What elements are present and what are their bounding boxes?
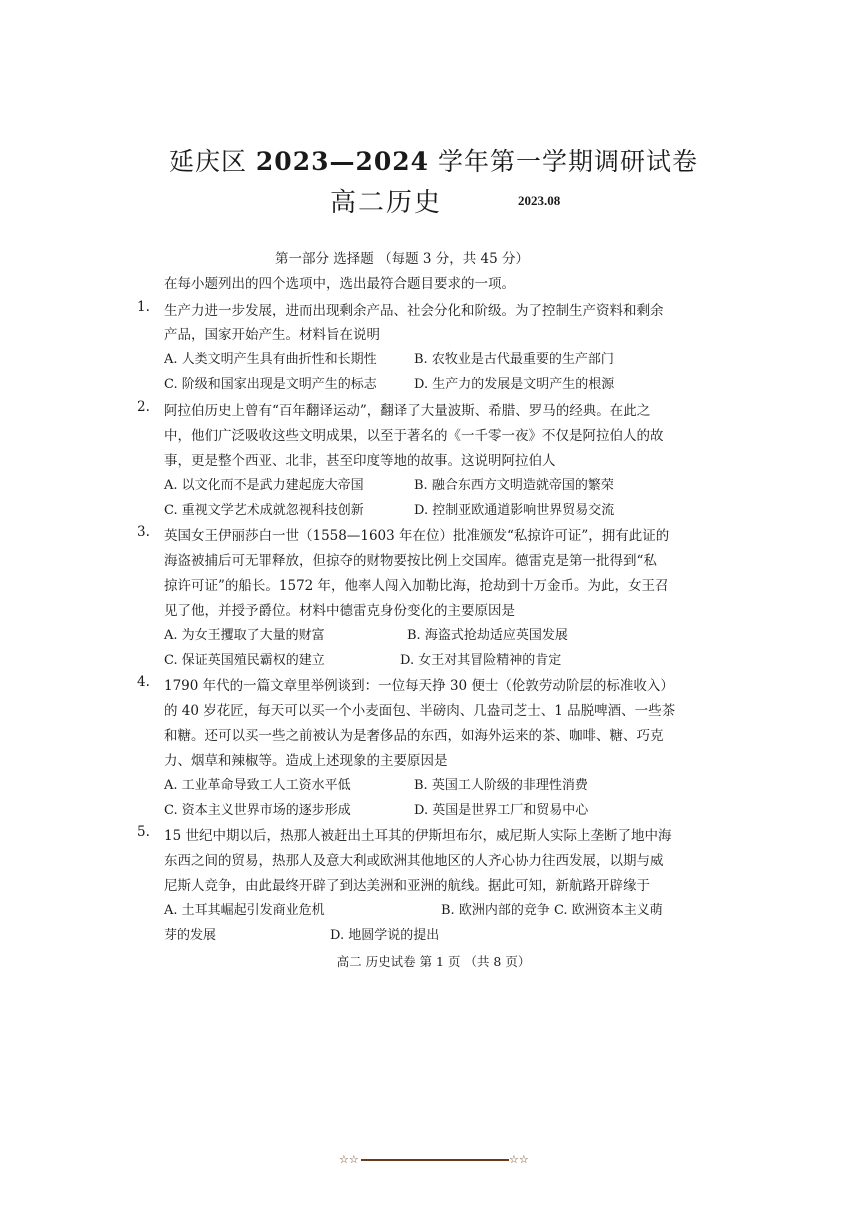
option-d: D. 女王对其冒险精神的肯定 <box>400 653 562 668</box>
subject-title: 高二历史 <box>330 188 443 218</box>
question-text-line: 力、烟草和辣椒等。造成上述现象的主要原因是 <box>164 753 448 769</box>
title-prefix: 延庆区 <box>168 147 256 176</box>
page-footer: 高二 历史试卷 第 1 页 （共 8 页） <box>336 954 531 969</box>
question-text-line: 海盗被捕后可无罪释放，但掠夺的财物要按比例上交国库。德雷克是第一批得到“私 <box>164 553 657 569</box>
option-b-c: B. 欧洲内部的竞争 C. 欧洲资本主义萌 <box>441 903 663 918</box>
question-text-line: 生产力进一步发展，进而出现剩余产品、社会分化和阶级。为了控制生产资料和剩余 <box>164 303 664 319</box>
question-number: 1. <box>137 299 150 315</box>
option-d: D. 英国是世界工厂和贸易中心 <box>414 803 589 818</box>
option-b: B. 英国工人阶级的非理性消费 <box>414 778 588 793</box>
option-a: A. 以文化而不是武力建起庞大帝国 <box>164 478 364 493</box>
question-number: 5. <box>137 824 150 840</box>
question-number: 3. <box>137 524 150 540</box>
title-years: 2023—2024 <box>255 147 430 176</box>
option-b: B. 融合东西方文明造就帝国的繁荣 <box>414 478 614 493</box>
option-a: A. 为女王攫取了大量的财富 <box>164 628 325 643</box>
question-text-line: 阿拉伯历史上曾有“百年翻译运动”，翻译了大量波斯、希腊、罗马的经典。在此之 <box>164 403 651 419</box>
option-c: C. 保证英国殖民霸权的建立 <box>164 653 325 668</box>
question-text-line: 中，他们广泛吸收这些文明成果，以至于著名的《一千零一夜》不仅是阿拉伯人的故 <box>164 428 664 444</box>
question-text-line: 的 40 岁花匠，每天可以买一个小麦面包、半磅肉、几盎司芝士、1 品脱啤酒、一些茶 <box>164 703 676 719</box>
question-text-line: 15 世纪中期以后，热那人被赶出土耳其的伊斯坦布尔，威尼斯人实际上垄断了地中海 <box>164 828 672 844</box>
question-text-line: 产品，国家开始产生。材料旨在说明 <box>164 327 380 343</box>
option-a: A. 土耳其崛起引发商业危机 <box>164 903 325 918</box>
question-text-line: 英国女王伊丽莎白一世（1558—1603 年在位）批准颁发“私掠许可证”，拥有此证的 <box>164 528 670 544</box>
option-d: D. 地圆学说的提出 <box>330 928 440 943</box>
option-d: D. 控制亚欧通道影响世界贸易交流 <box>414 503 615 518</box>
option-a: A. 工业革命导致工人工资水平低 <box>164 778 351 793</box>
divider-line <box>361 1159 509 1161</box>
title-suffix: 学年第一学期调研试卷 <box>429 147 699 176</box>
option-c: C. 资本主义世界市场的逐步形成 <box>164 803 351 818</box>
exam-title <box>0 142 867 178</box>
question-text-line: 和糖。还可以买一些之前被认为是奢侈品的东西，如海外运来的茶、咖啡、糖、巧克 <box>164 728 664 744</box>
option-c: C. 重视文学艺术成就忽视科技创新 <box>164 503 364 518</box>
decorative-divider <box>339 1152 531 1168</box>
question-text-line: 事，更是整个西亚、北非，甚至印度等地的故事。这说明阿拉伯人 <box>164 453 556 469</box>
option-d: D. 生产力的发展是文明产生的根源 <box>414 377 615 392</box>
option-c-continued: 芽的发展 <box>164 928 217 943</box>
option-b: B. 海盗式抢劫适应英国发展 <box>407 628 568 643</box>
question-text-line: 掠许可证”的船长。1572 年，他率人闯入加勒比海，抢劫到十万金币。为此，女王召 <box>164 578 669 594</box>
question-text-line: 1790 年代的一篇文章里举例谈到：一位每天挣 30 便士（伦敦劳动阶层的标准收入） <box>164 678 674 694</box>
question-number: 4. <box>137 674 150 690</box>
exam-date: 2023.08 <box>518 193 561 208</box>
question-number: 2. <box>137 399 150 415</box>
question-text-line: 尼斯人竞争，由此最终开辟了到达美洲和亚洲的航线。据此可知，新航路开辟缘于 <box>164 878 650 894</box>
section-heading: 第一部分 选择题 （每题 3 分，共 45 分） <box>275 251 530 267</box>
option-c: C. 阶级和国家出现是文明产生的标志 <box>164 377 377 392</box>
question-text-line: 见了他，并授予爵位。材料中德雷克身份变化的主要原因是 <box>164 603 515 619</box>
option-b: B. 农牧业是古代最重要的生产部门 <box>414 352 614 367</box>
option-a: A. 人类文明产生具有曲折性和长期性 <box>164 352 377 367</box>
question-text-line: 东西之间的贸易，热那人及意大利或欧洲其他地区的人齐心协力往西发展，以期与威 <box>164 853 664 869</box>
star-icon: ☆☆ <box>509 1153 529 1166</box>
star-icon: ☆☆ <box>339 1153 359 1166</box>
section-instruction: 在每小题列出的四个选项中，选出最符合题目要求的一项。 <box>164 276 515 292</box>
